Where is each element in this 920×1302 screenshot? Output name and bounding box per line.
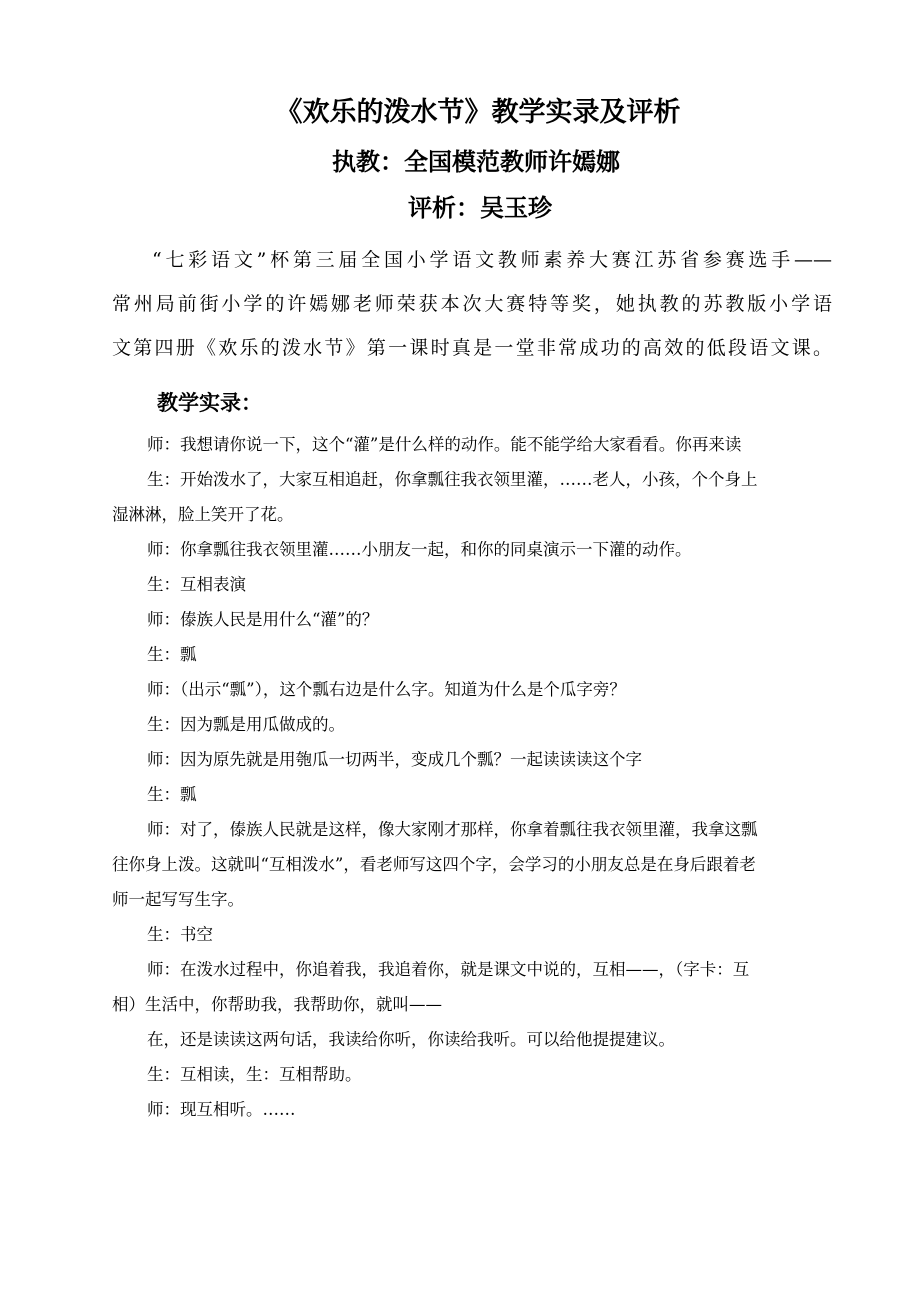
dialogue-line: 师一起写写生字。 xyxy=(112,890,244,909)
dialogue-line: 师：你拿瓢往我衣领里灌……小朋友一起，和你的同桌演示一下灌的动作。 xyxy=(147,540,692,559)
dialogue-line: 生：瓢 xyxy=(147,785,197,804)
reviewer-line: 评析：吴玉珍 xyxy=(408,194,552,222)
dialogue-line: 生：书空 xyxy=(147,925,213,944)
dialogue-line: 生：互相读，生：互相帮助。 xyxy=(147,1065,362,1084)
intro-line: 常州局前街小学的许嫣娜老师荣获本次大赛特等奖，她执教的苏教版小学语 xyxy=(112,293,832,315)
intro-line: 文第四册《欢乐的泼水节》第一课时真是一堂非常成功的高效的低段语文课。 xyxy=(112,337,832,359)
dialogue-line: 师：对了，傣族人民就是这样，像大家刚才那样，你拿着瓢往我衣领里灌，我拿这瓢 xyxy=(147,820,758,839)
dialogue-line: 生：互相表演 xyxy=(147,575,246,594)
dialogue-line: 师：现互相听。…… xyxy=(147,1100,296,1119)
dialogue-line: 湿淋淋，脸上笑开了花。 xyxy=(112,505,294,524)
dialogue-transcript xyxy=(112,427,836,1127)
dialogue-line: 师：我想请你说一下，这个“灌”是什么样的动作。能不能学给大家看看。你再来读 xyxy=(147,435,742,454)
dialogue-line: 生：开始泼水了，大家互相追赶，你拿瓢往我衣领里灌，……老人，小孩，个个身上 xyxy=(147,470,758,489)
dialogue-line: 师：在泼水过程中，你追着我，我追着你，就是课文中说的，互相——，（字卡：互 xyxy=(147,960,750,979)
dialogue-line: 在，还是读读这两句话，我读给你听，你读给我听。可以给他提提建议。 xyxy=(147,1030,675,1049)
dialogue-line: 师：傣族人民是用什么“灌”的？ xyxy=(147,610,379,629)
intro-line: “七彩语文”杯第三届全国小学语文教师素养大赛江苏省参赛选手—— xyxy=(152,249,832,271)
dialogue-line: 往你身上泼。这就叫“互相泼水”，看老师写这四个字，会学习的小朋友总是在身后跟着老 xyxy=(112,855,756,874)
dialogue-line: 生：瓢 xyxy=(147,645,197,664)
dialogue-line: 师：（出示“瓢”），这个瓢右边是什么字。知道为什么是个瓜字旁？ xyxy=(147,680,626,699)
dialogue-line: 师：因为原先就是用匏瓜一切两半，变成几个瓢？一起读读读这个字 xyxy=(147,750,642,769)
section-heading: 教学实录： xyxy=(157,391,262,415)
document-title: 《欢乐的泼水节》教学实录及评析 xyxy=(275,97,681,128)
dialogue-line: 相）生活中，你帮助我，我帮助你，就叫—— xyxy=(112,995,442,1014)
intro-paragraph xyxy=(112,238,832,370)
dialogue-line: 生：因为瓢是用瓜做成的。 xyxy=(147,715,345,734)
teacher-line: 执教：全国模范教师许嫣娜 xyxy=(332,148,620,176)
